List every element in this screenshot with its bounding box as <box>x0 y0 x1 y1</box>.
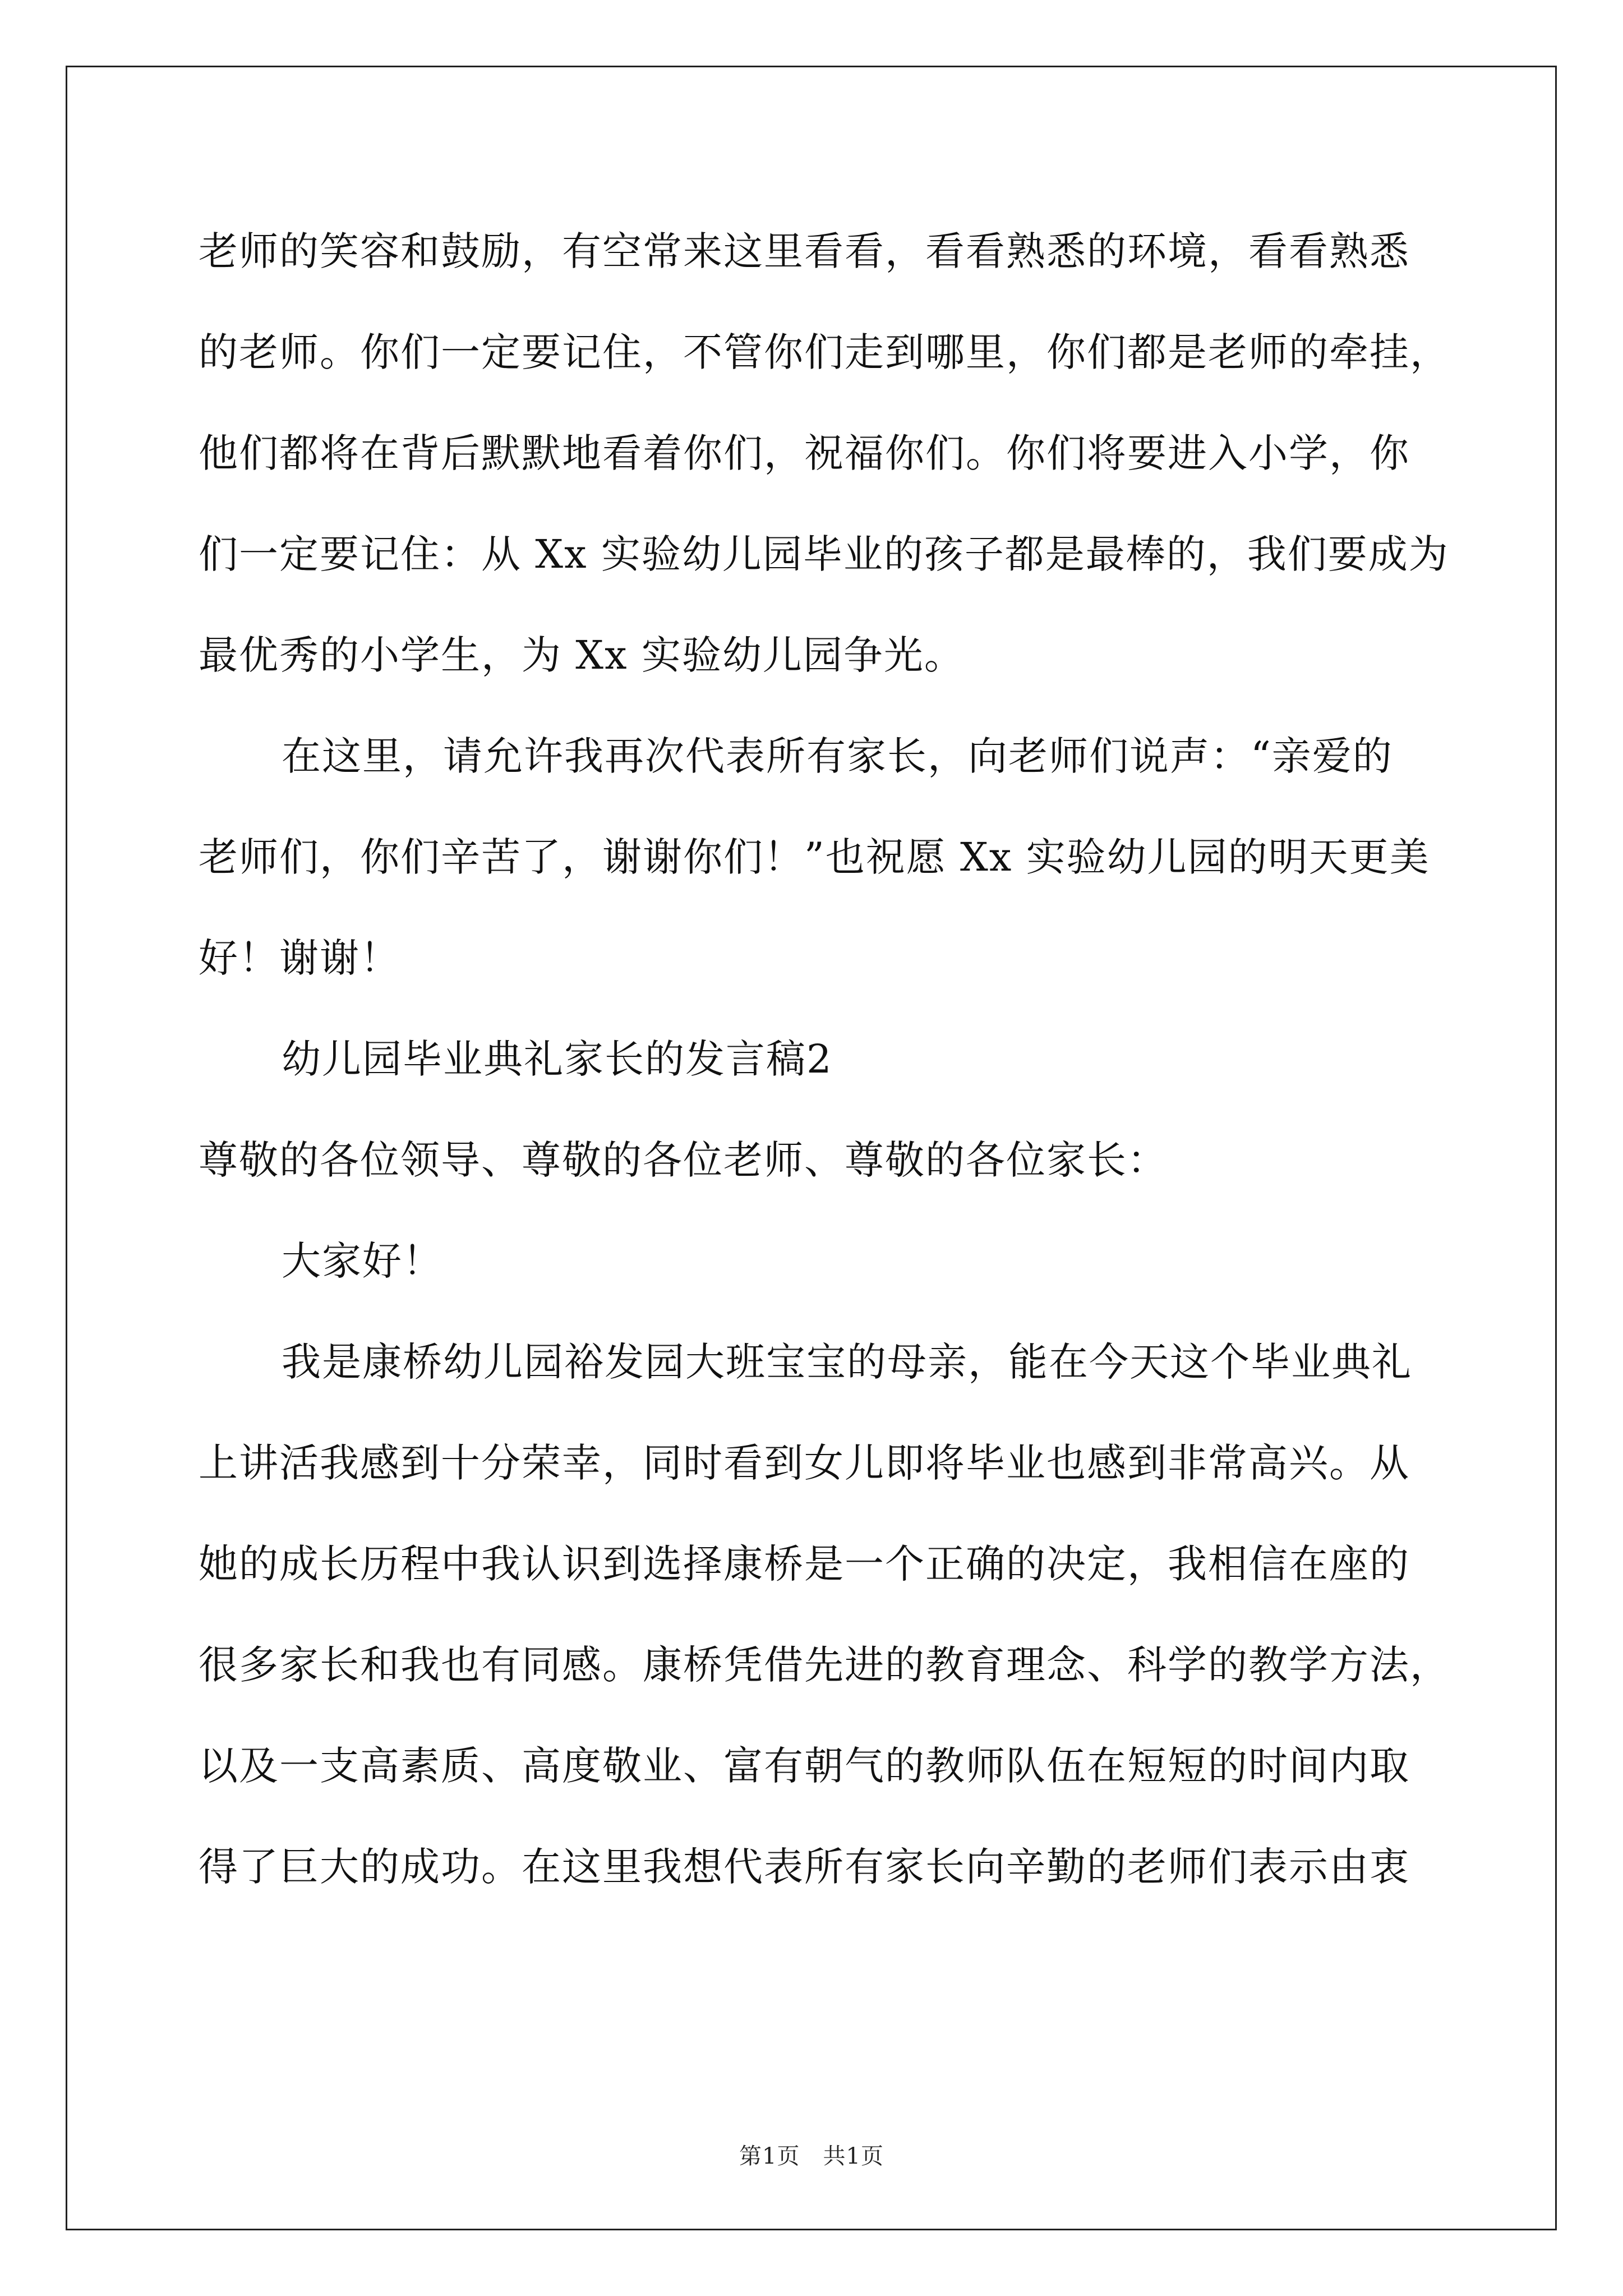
paragraph-start-line: 我是康桥幼儿园裕发园大班宝宝的母亲，能在今天这个毕业典礼 <box>282 1339 1412 1385</box>
body-text-line: 老师的笑容和鼓励，有空常来这里看看，看看熟悉的环境，看看熟悉 <box>199 228 1410 274</box>
page-number-footer: 第1页 共1页 <box>739 2143 884 2169</box>
paragraph-start-line: 在这里，请允许我再次代表所有家长，向老师们说声：“亲爱的 <box>282 733 1393 779</box>
body-text-line: 的老师。你们一定要记住，不管你们走到哪里，你们都是老师的牵挂， <box>199 329 1450 375</box>
body-text-line: 很多家长和我也有同感。康桥凭借先进的教育理念、科学的教学方法， <box>199 1642 1450 1688</box>
body-text-line: 老师们，你们辛苦了，谢谢你们！”也祝愿 Xx 实验幼儿园的明天更美 <box>199 834 1430 880</box>
body-text-line: 上讲活我感到十分荣幸，同时看到女儿即将毕业也感到非常高兴。从 <box>199 1440 1410 1486</box>
body-text-line: 她的成长历程中我认识到选择康桥是一个正确的决定，我相信在座的 <box>199 1541 1410 1587</box>
section-title: 幼儿园毕业典礼家长的发言稿2 <box>282 1036 833 1082</box>
body-text-line: 他们都将在背后默默地看着你们，祝福你们。你们将要进入小学，你 <box>199 430 1410 476</box>
body-text-line: 们一定要记住：从 Xx 实验幼儿园毕业的孩子都是最棒的，我们要成为 <box>199 531 1449 577</box>
body-text-line: 得了巨大的成功。在这里我想代表所有家长向辛勤的老师们表示由衷 <box>199 1844 1410 1890</box>
body-text-line: 好！谢谢！ <box>199 935 400 981</box>
body-text-line: 最优秀的小学生，为 Xx 实验幼儿园争光。 <box>199 632 965 678</box>
salutation-line: 尊敬的各位领导、尊敬的各位老师、尊敬的各位家长： <box>199 1137 1168 1183</box>
document-body <box>199 223 1455 1940</box>
body-text-line: 以及一支高素质、高度敬业、富有朝气的教师队伍在短短的时间内取 <box>199 1743 1410 1789</box>
greeting-line: 大家好！ <box>282 1238 443 1284</box>
